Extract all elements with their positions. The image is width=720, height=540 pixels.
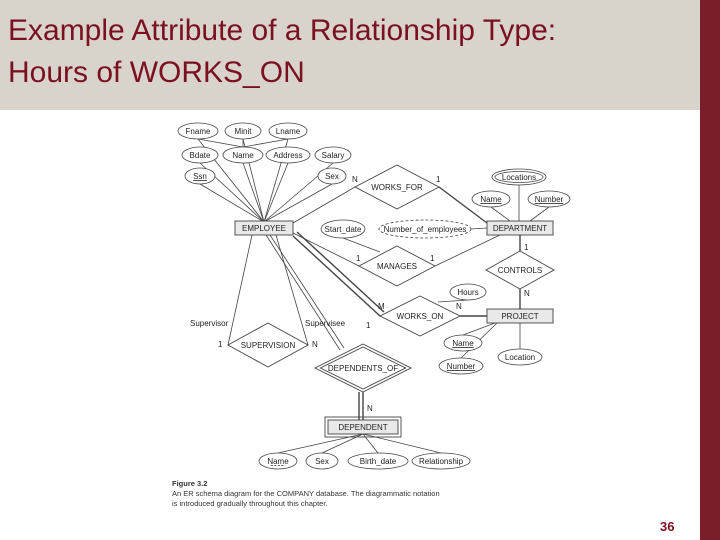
relationship-manages (359, 246, 435, 286)
attribute-relationship (412, 453, 470, 469)
cardinality-label: N (367, 404, 373, 413)
attribute-label: Bdate (189, 151, 211, 160)
attribute-name (223, 147, 263, 163)
attribute-label: Hours (457, 288, 479, 297)
attribute-label: Salary (321, 151, 345, 160)
entity-employee (235, 221, 293, 235)
accent-bar (700, 0, 720, 540)
attribute-ssn (185, 168, 215, 184)
entity-dependent (325, 417, 401, 437)
attribute-label: Birth_date (359, 457, 397, 466)
cardinality-label: 1 (356, 254, 361, 263)
entity-label: EMPLOYEE (241, 224, 287, 233)
attribute-hours (450, 284, 486, 300)
cardinality-label: N (524, 289, 530, 298)
attribute-proj-name (444, 335, 482, 351)
cardinality-label: N (352, 175, 358, 184)
relationship-label: WORKS_ON (396, 312, 444, 321)
entity-label: DEPARTMENT (492, 224, 548, 233)
relationship-supervision (228, 323, 308, 367)
attribute-label: Number (446, 362, 476, 371)
cardinality-label: 1 (524, 243, 529, 252)
attribute-minit (225, 123, 261, 139)
relationship-label: CONTROLS (497, 266, 543, 275)
relationship-works-on (380, 296, 460, 336)
cardinality-label: 1 (218, 340, 223, 349)
figure-caption-line-1: An ER schema diagram for the COMPANY database. The diagrammatic notation (172, 489, 440, 498)
relationship-label: WORKS_FOR (371, 183, 423, 192)
attribute-bdate (182, 147, 218, 163)
relationship-label: DEPENDENTS_OF (327, 364, 399, 373)
attribute-label: Lname (275, 127, 301, 136)
attribute-label: Name (267, 457, 289, 466)
attribute-dept-number (528, 191, 570, 207)
entity-project (487, 309, 553, 323)
attribute-proj-number (439, 358, 483, 374)
attribute-label: Ssn (193, 172, 207, 181)
attribute-label: Number (534, 195, 564, 204)
relationship-works-for (355, 165, 439, 209)
attribute-label: Name (232, 151, 254, 160)
attribute-label: Name (480, 195, 502, 204)
attribute-dep-name (259, 453, 297, 469)
attribute-label: Sex (325, 172, 339, 181)
attribute-fname (178, 123, 218, 139)
attribute-address (266, 147, 310, 163)
attribute-start-date (321, 220, 365, 238)
attribute-sex (318, 168, 346, 184)
attribute-label: Location (504, 353, 536, 362)
attribute-number-of-employees (379, 220, 471, 238)
cardinality-label: 1 (366, 321, 371, 330)
attribute-label: Start_date (324, 225, 362, 234)
attribute-birth-date (348, 453, 408, 469)
attribute-salary (315, 147, 351, 163)
entity-department (487, 221, 553, 235)
attribute-lname (269, 123, 307, 139)
attribute-label: Locations (501, 173, 537, 182)
cardinality-label: 1 (430, 254, 435, 263)
attribute-dep-sex (306, 453, 338, 469)
attribute-label: Relationship (418, 457, 464, 466)
relationship-dependents-of (315, 344, 411, 392)
entity-label: PROJECT (501, 312, 539, 321)
attribute-label: Name (452, 339, 474, 348)
page-number: 36 (660, 519, 675, 534)
cardinality-label: N (312, 340, 318, 349)
attribute-label: Minit (234, 127, 252, 136)
cardinality-label: 1 (436, 175, 441, 184)
attribute-locations (492, 169, 546, 185)
attribute-label: Address (273, 151, 303, 160)
cardinality-label: M (378, 302, 385, 311)
figure-caption-line-2: is introduced gradually throughout this chapter. (172, 499, 328, 508)
attribute-label: Sex (315, 457, 329, 466)
attribute-dept-name (472, 191, 510, 207)
relationship-label: MANAGES (376, 262, 418, 271)
slide-title-line-2: Hours of WORKS_ON (8, 56, 305, 89)
role-supervisor: Supervisor (190, 319, 229, 328)
diagram-shapes (178, 123, 570, 469)
entity-label: DEPENDENT (338, 423, 388, 432)
role-supervisee: Supervisee (305, 319, 346, 328)
relationship-controls (486, 251, 554, 289)
cardinality-label: N (456, 302, 462, 311)
attribute-location (498, 349, 542, 365)
relationship-label: SUPERVISION (240, 341, 296, 350)
figure-label: Figure 3.2 (172, 479, 208, 488)
slide-title-line-1: Example Attribute of a Relationship Type: (8, 14, 557, 47)
attribute-label: Number_of_employees (383, 225, 467, 234)
attribute-label: Fname (185, 127, 211, 136)
